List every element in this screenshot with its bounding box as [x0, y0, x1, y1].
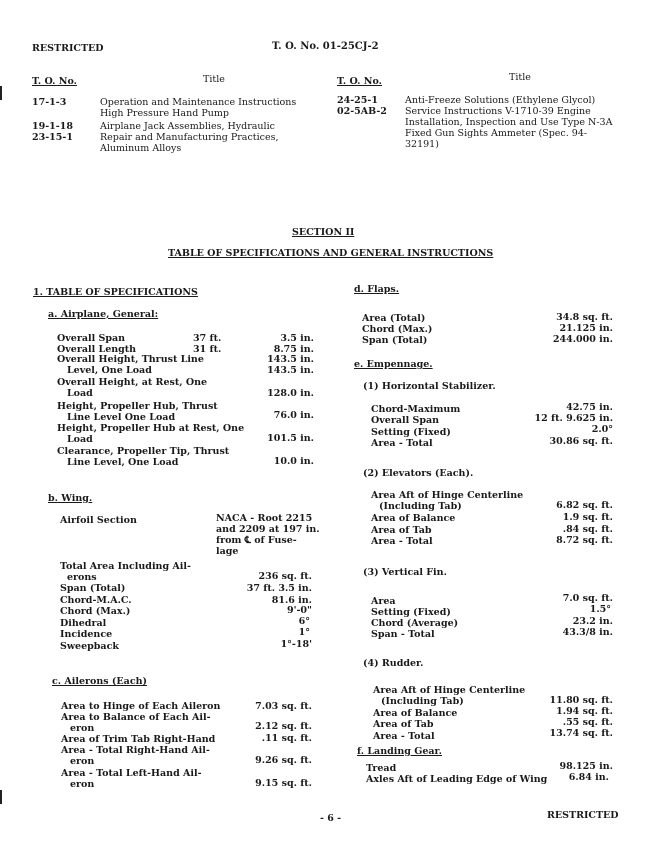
spec-value: 23.2 in. [572, 616, 613, 627]
spec-label: (Including Tab) [379, 501, 462, 512]
subsection-wing: b. Wing. [48, 493, 93, 504]
subsection-empennage: e. Empennage. [354, 359, 433, 370]
section-number: SECTION II [292, 227, 355, 238]
spec-label: Overall Span [371, 415, 440, 426]
spec-label: Chord-M.A.C. [60, 595, 132, 606]
spec-value: 1°-18' [280, 639, 312, 650]
sub-heading-vertical-fin: (3) Vertical Fin. [363, 567, 447, 578]
spec-label: Load [67, 388, 93, 399]
spec-value: 30.86 sq. ft. [549, 436, 613, 447]
spec-label: Area - Total Left-Hand Ail- [61, 768, 202, 779]
spec-value: 6.84 in. [568, 772, 609, 783]
restricted-header: RESTRICTED [32, 43, 104, 54]
subsection-landing-gear: f. Landing Gear. [357, 746, 442, 757]
spec-label: Area Aft of Hinge Centerline [371, 490, 524, 501]
spec-label: Height, Propeller Hub, Thrust [57, 401, 218, 412]
spec-value: .55 sq. ft. [562, 717, 613, 728]
spec-value: 10.0 in. [273, 456, 314, 467]
spec-value: 128.0 in. [267, 388, 314, 399]
spec-label: Setting (Fixed) [371, 427, 451, 438]
spec-label: Span (Total) [60, 583, 126, 594]
spec-value: 6° [298, 616, 310, 627]
binding-mark-top [0, 86, 2, 100]
spec-heading: 1. TABLE OF SPECIFICATIONS [33, 287, 198, 298]
airfoil-value: and 2209 at 197 in. [216, 524, 320, 535]
to-number: 17-1-3 [32, 97, 67, 108]
spec-value: 7.0 sq. ft. [562, 593, 613, 604]
subsection-ailerons: c. Ailerons (Each) [52, 676, 148, 687]
spec-label: Area Aft of Hinge Centerline [373, 685, 526, 696]
subsection-flaps: d. Flaps. [354, 284, 400, 295]
to-title: Service Instructions V-1710-39 Engine Installation, Inspection and Use Type N-3A Fixed Gun Sights Ammeter (Spec. 94-32191) [405, 106, 613, 150]
spec-label: Area - Total [371, 438, 433, 449]
title-header-left: Title [203, 74, 225, 85]
spec-value: 13.74 sq. ft. [549, 728, 613, 739]
to-number: 23-15-1 [32, 132, 73, 143]
to-number-header-right: T. O. No. [337, 76, 382, 87]
spec-label: Overall Height, at Rest, One [57, 377, 208, 388]
spec-label: Span (Total) [362, 335, 428, 346]
spec-label: eron [70, 756, 95, 767]
to-title: Operation and Maintenance Instructions High Pressure Hand Pump [100, 97, 297, 119]
spec-label: Area of Trim Tab Right-Hand [61, 734, 216, 745]
restricted-footer: RESTRICTED [547, 810, 619, 821]
binding-mark-bottom [0, 790, 2, 804]
spec-label: Area - Total [371, 536, 433, 547]
spec-label: Airfoil Section [60, 515, 137, 526]
spec-label: Sweepback [60, 641, 119, 652]
airfoil-value: from ℄ of Fuse- [216, 535, 297, 546]
spec-value: 37 ft. 3.5 in. [246, 583, 312, 594]
spec-mid-value: 37 ft. [193, 333, 222, 344]
subsection-airplane-general: a. Airplane, General: [48, 309, 159, 320]
spec-value: 244.000 in. [552, 334, 613, 345]
spec-value: 1.5° [589, 604, 611, 615]
spec-label: Level, One Load [67, 365, 152, 376]
spec-value: 81.6 in. [271, 595, 312, 606]
to-row [32, 133, 310, 155]
spec-value: 9.15 sq. ft. [255, 778, 312, 789]
spec-value: 98.125 in. [559, 761, 613, 772]
spec-label: Tread [366, 763, 397, 774]
spec-label: Height, Propeller Hub at Rest, One [57, 423, 245, 434]
sub-heading-horizontal-stabilizer: (1) Horizontal Stabilizer. [363, 381, 496, 392]
sub-heading-elevators: (2) Elevators (Each). [363, 468, 474, 479]
to-row [32, 98, 310, 120]
spec-value: 7.03 sq. ft. [255, 701, 312, 712]
section-title: TABLE OF SPECIFICATIONS AND GENERAL INSTRUCTIONS [168, 248, 494, 259]
to-number: 02-5AB-2 [337, 106, 387, 117]
spec-mid-value: 31 ft. [193, 344, 222, 355]
spec-value: 2.12 sq. ft. [255, 721, 312, 732]
spec-label: erons [67, 572, 97, 583]
spec-label: Chord (Max.) [362, 324, 433, 335]
to-title: Repair and Manufacturing Practices, Aluminum Alloys [100, 132, 279, 154]
to-row [337, 107, 620, 151]
to-number: 19-1-18 [32, 121, 73, 132]
spec-label: eron [70, 723, 95, 734]
spec-value: 1.9 sq. ft. [562, 512, 613, 523]
spec-label: Incidence [60, 629, 113, 640]
to-title: Airplane Jack Assemblies, Hydraulic [100, 121, 275, 132]
spec-value: 43.3/8 in. [562, 627, 613, 638]
spec-label: Span - Total [371, 629, 435, 640]
spec-label: Area [371, 596, 396, 607]
spec-label: Chord (Max.) [60, 606, 131, 617]
sub-heading-rudder: (4) Rudder. [363, 658, 424, 669]
spec-label: Area of Tab [373, 719, 434, 730]
spec-label: Area (Total) [362, 313, 426, 324]
spec-label: Area - Total Right-Hand Ail- [61, 745, 210, 756]
spec-label: Line Level One Load [67, 412, 176, 423]
spec-value: 8.72 sq. ft. [556, 535, 613, 546]
spec-value: 12 ft. 9.625 in. [534, 413, 613, 424]
spec-value: .11 sq. ft. [261, 733, 312, 744]
spec-value: 1.94 sq. ft. [556, 706, 613, 717]
spec-label: Area to Balance of Each Ail- [61, 712, 211, 723]
spec-value: 9.26 sq. ft. [255, 755, 312, 766]
spec-value: 21.125 in. [559, 323, 613, 334]
spec-label: Area of Balance [373, 708, 458, 719]
spec-value: 143.5 in. [267, 365, 314, 376]
spec-value: 76.0 in. [273, 410, 314, 421]
spec-label: Dihedral [60, 618, 107, 629]
spec-label: Chord-Maximum [371, 404, 461, 415]
spec-label: Setting (Fixed) [371, 607, 451, 618]
spec-value: 8.75 in. [273, 344, 314, 355]
spec-label: Load [67, 434, 93, 445]
spec-label: Area of Tab [371, 525, 432, 536]
spec-label: Chord (Average) [371, 618, 459, 629]
to-number-header-left: T. O. No. [32, 76, 77, 87]
title-header-right: Title [509, 72, 531, 83]
page-number: - 6 - [320, 813, 342, 824]
spec-label: Overall Span [57, 333, 126, 344]
spec-label: Area of Balance [371, 513, 456, 524]
airfoil-value: lage [216, 546, 239, 557]
spec-value: 143.5 in. [267, 354, 314, 365]
spec-label: Overall Height, Thrust Line [57, 354, 204, 365]
spec-value: 42.75 in. [566, 402, 613, 413]
spec-label: Area to Hinge of Each Aileron [61, 701, 221, 712]
spec-label: Total Area Including Ail- [60, 561, 191, 572]
document-number: T. O. No. 01-25CJ-2 [272, 41, 379, 52]
spec-value: .84 sq. ft. [562, 524, 613, 535]
to-number: 24-25-1 [337, 95, 378, 106]
spec-label: Area - Total [373, 731, 435, 742]
spec-label: (Including Tab) [381, 696, 464, 707]
spec-value: 9'-0" [286, 605, 312, 616]
spec-value: 236 sq. ft. [258, 571, 312, 582]
to-title: Anti-Freeze Solutions (Ethylene Glycol) [405, 95, 596, 106]
spec-value: 6.82 sq. ft. [556, 500, 613, 511]
spec-value: 2.0° [591, 424, 613, 435]
spec-value: 34.8 sq. ft. [556, 312, 613, 323]
spec-label: Axles Aft of Leading Edge of Wing [366, 774, 548, 785]
spec-label: Clearance, Propeller Tip, Thrust [57, 446, 230, 457]
spec-value: 3.5 in. [280, 333, 314, 344]
spec-value: 101.5 in. [267, 433, 314, 444]
airfoil-value: NACA - Root 2215 [216, 513, 313, 524]
spec-label: Line Level, One Load [67, 457, 179, 468]
spec-label: eron [70, 779, 95, 790]
spec-value: 1° [298, 627, 310, 638]
spec-label: Overall Length [57, 344, 137, 355]
spec-value: 11.80 sq. ft. [549, 695, 613, 706]
